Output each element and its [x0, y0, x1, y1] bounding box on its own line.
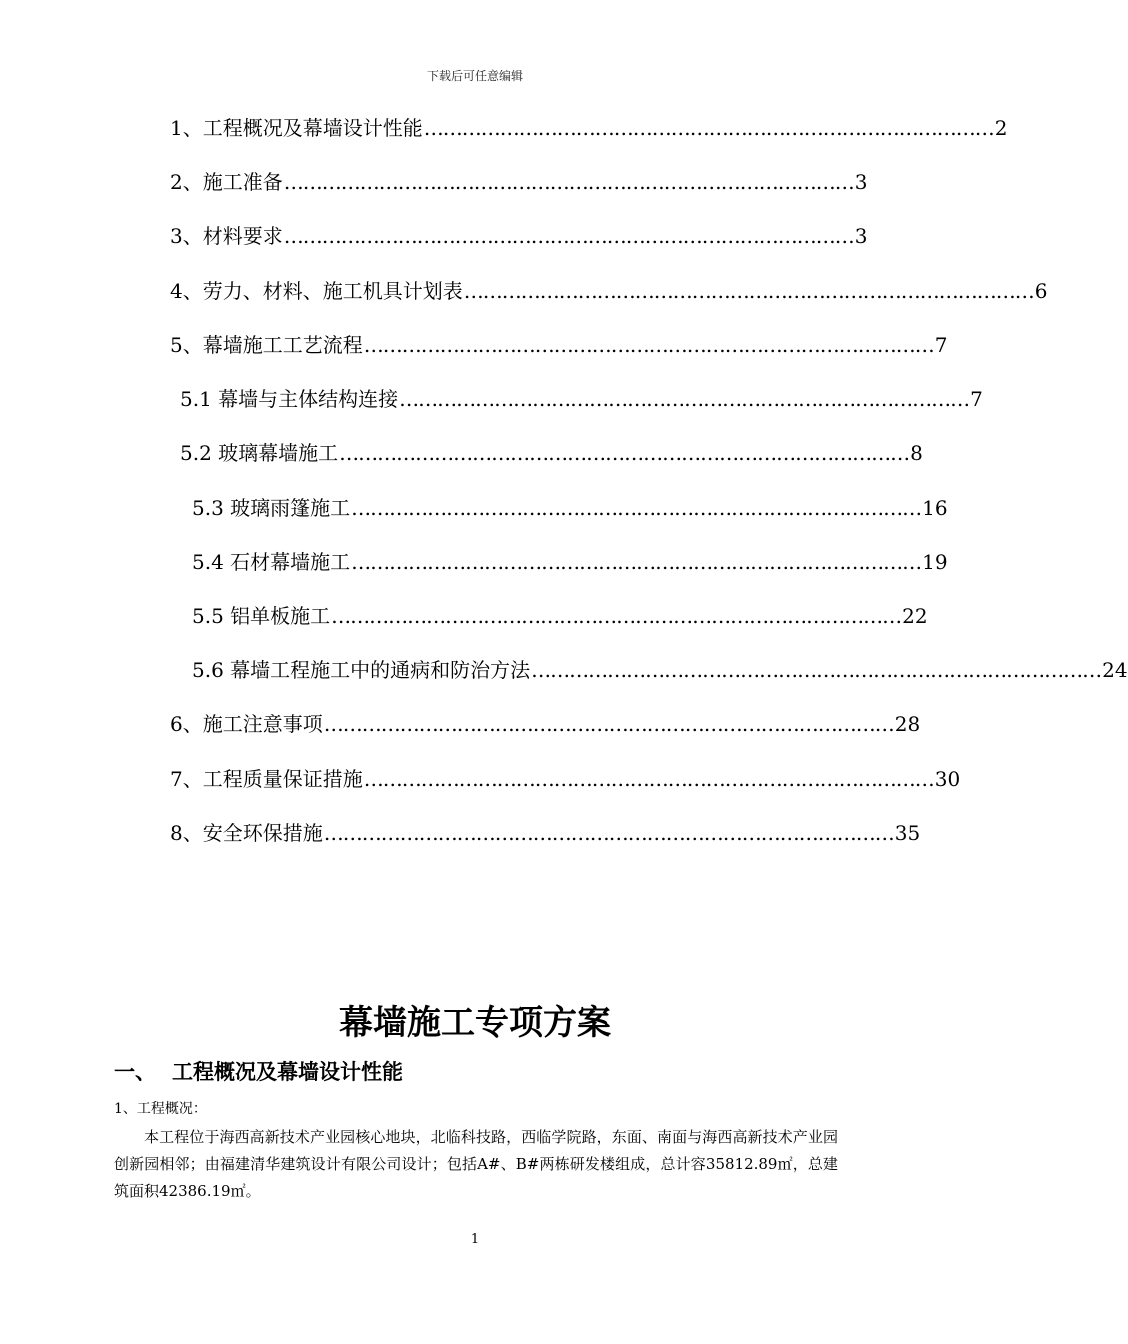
toc-entry-title: 5.3 玻璃雨篷施工: [192, 496, 351, 520]
toc-entry-page: 35: [894, 821, 921, 845]
toc-leader-dots: ………………………………………………………………………………: [351, 550, 922, 574]
toc-leader-dots: ………………………………………………………………………………: [363, 333, 934, 357]
toc-entry-page: 22: [902, 604, 928, 628]
toc-entry-title: 5.6 幕墙工程施工中的通病和防治方法: [192, 658, 531, 682]
toc-entry[interactable]: [170, 113, 1008, 143]
toc-entry-title: 5.2 玻璃幕墙施工: [180, 441, 339, 465]
section-number: 一、: [114, 1060, 156, 1084]
toc-entry-title: 5.1 幕墙与主体结构连接: [180, 387, 399, 411]
toc-leader-dots: ………………………………………………………………………………: [283, 170, 854, 194]
toc-entry[interactable]: [192, 493, 948, 523]
toc-leader-dots: ………………………………………………………………………………: [323, 821, 894, 845]
toc-entry-title: 2、施工准备: [170, 170, 283, 194]
toc-entry-title: 5、幕墙施工工艺流程: [170, 333, 363, 357]
toc-entry[interactable]: [192, 601, 928, 631]
toc-entry-page: 19: [922, 550, 948, 574]
toc-entry[interactable]: [170, 276, 1048, 306]
toc-entry[interactable]: [180, 438, 923, 468]
subsection-heading: 1、工程概况：: [114, 1101, 207, 1117]
toc-entry-title: 5.4 石材幕墙施工: [192, 550, 351, 574]
toc-entry-page: 3: [854, 224, 868, 248]
toc-leader-dots: ………………………………………………………………………………: [399, 387, 970, 411]
toc-leader-dots: ………………………………………………………………………………: [339, 441, 910, 465]
toc-entry[interactable]: [170, 764, 961, 794]
toc-entry-page: 2: [994, 116, 1008, 140]
toc-entry[interactable]: [170, 330, 948, 360]
toc-entry[interactable]: [170, 167, 868, 197]
toc-entry-title: 8、安全环保措施: [170, 821, 323, 845]
toc-entry-page: 24: [1102, 658, 1128, 682]
toc-entry[interactable]: [170, 818, 921, 848]
toc-entry-page: 8: [910, 441, 923, 465]
body-paragraph: 本工程位于海西高新技术产业园核心地块，北临科技路，西临学院路，东面、南面与海西高新技术产业园创新园相邻；由福建清华建筑设计有限公司设计；包括A#、B#两栋研发楼组成，总计容35812.89㎡，总建筑面积42386.19㎡。: [114, 1128, 838, 1200]
toc-leader-dots: ………………………………………………………………………………: [423, 116, 994, 140]
toc-entry-title: 4、劳力、材料、施工机具计划表: [170, 279, 463, 303]
toc-entry[interactable]: [192, 655, 1128, 685]
toc-entry-title: 7、工程质量保证措施: [170, 767, 363, 791]
toc-leader-dots: ………………………………………………………………………………: [463, 279, 1034, 303]
section-heading: [114, 1056, 403, 1086]
toc-entry-title: 6、施工注意事项: [170, 712, 323, 736]
toc-leader-dots: ………………………………………………………………………………: [351, 496, 922, 520]
toc-leader-dots: ………………………………………………………………………………: [331, 604, 902, 628]
toc-entry-page: 7: [970, 387, 983, 411]
page-number: 1: [470, 1232, 480, 1247]
toc-entry[interactable]: [170, 221, 868, 251]
document-title: 幕墙施工专项方案: [339, 1003, 611, 1043]
toc-entry-title: 3、材料要求: [170, 224, 283, 248]
toc-entry-title: 5.5 铝单板施工: [192, 604, 331, 628]
toc-leader-dots: ………………………………………………………………………………: [283, 224, 854, 248]
section-title: 工程概况及幕墙设计性能: [172, 1060, 403, 1084]
toc-leader-dots: ………………………………………………………………………………: [531, 658, 1102, 682]
toc-entry-page: 30: [934, 767, 961, 791]
toc-leader-dots: ………………………………………………………………………………: [363, 767, 934, 791]
toc-entry-page: 7: [934, 333, 948, 357]
toc-entry[interactable]: [170, 709, 921, 739]
toc-entry-title: 1、工程概况及幕墙设计性能: [170, 116, 423, 140]
toc-entry[interactable]: [192, 547, 948, 577]
toc-leader-dots: ………………………………………………………………………………: [323, 712, 894, 736]
toc-entry-page: 6: [1034, 279, 1048, 303]
header-note: 下载后可任意编辑: [426, 69, 523, 83]
toc-entry-page: 3: [854, 170, 868, 194]
toc-entry[interactable]: [180, 384, 983, 414]
toc-entry-page: 16: [922, 496, 948, 520]
toc-entry-page: 28: [894, 712, 921, 736]
